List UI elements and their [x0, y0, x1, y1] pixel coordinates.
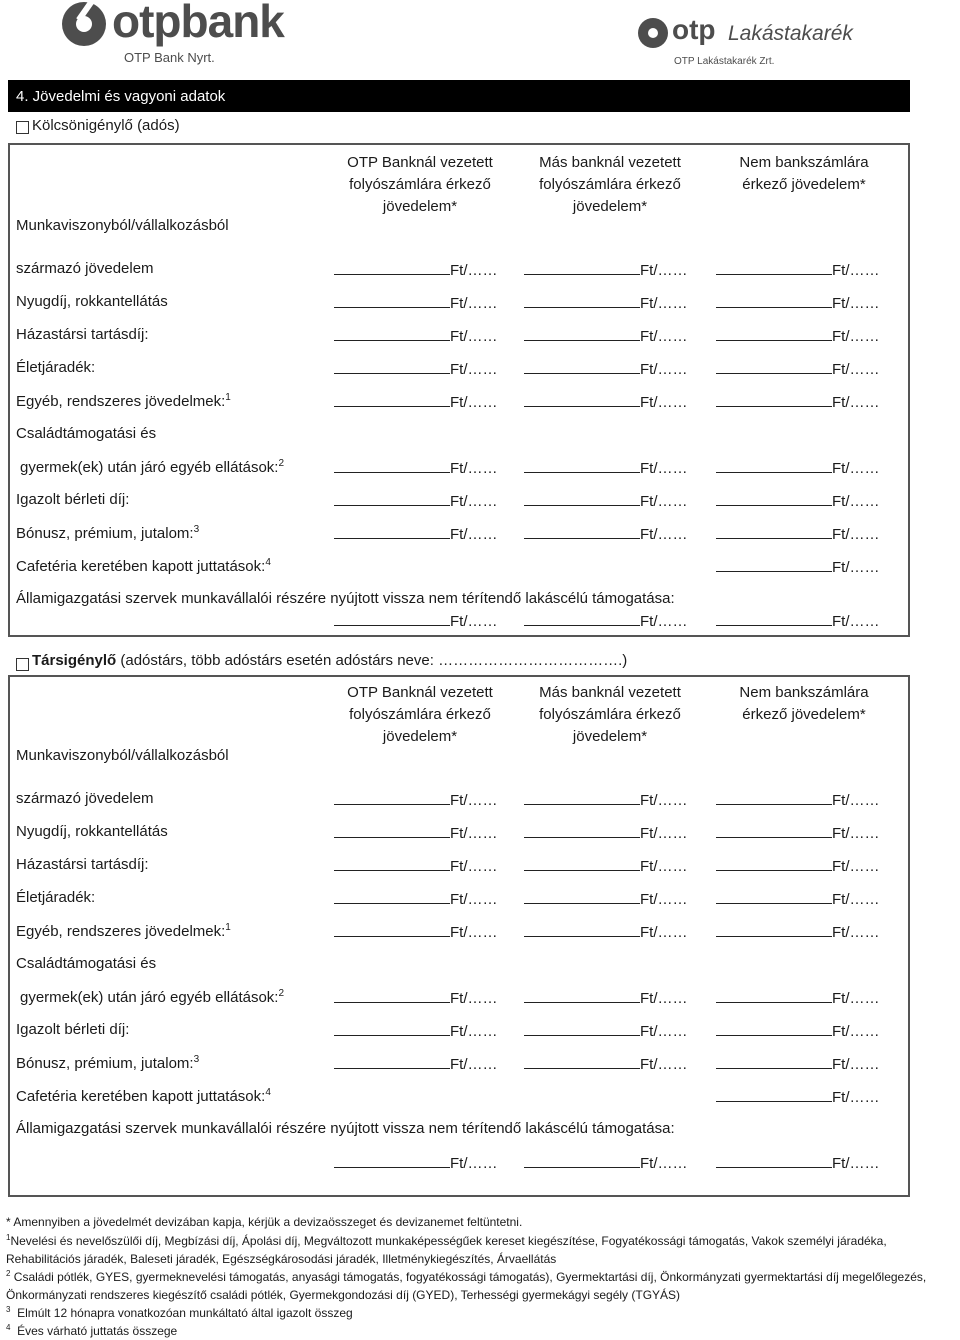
borrower-state-col3-unit: Ft/……	[832, 613, 880, 630]
borrower-family_b-col1-line[interactable]	[334, 458, 450, 473]
borrower-pension-col1-unit: Ft/……	[450, 295, 498, 312]
co-borrower-other-col1-unit: Ft/……	[450, 924, 498, 941]
borrower-family_b-col2-field[interactable]	[524, 458, 688, 477]
otp-lt-brand-b: Lakástakarék	[728, 22, 853, 45]
co-borrower-annuity-col3-unit: Ft/……	[832, 891, 880, 908]
borrower-state-col3-line[interactable]	[716, 611, 832, 626]
co-borrower-bonus-col2-field[interactable]	[524, 1054, 688, 1073]
co-borrower-state-col2-field[interactable]	[524, 1153, 688, 1172]
co-borrower-family_b-col3-unit: Ft/……	[832, 990, 880, 1007]
borrower-employment_b-col1-line[interactable]	[334, 260, 450, 275]
co-borrower-state-col2-line[interactable]	[524, 1153, 640, 1168]
co-borrower-bonus-col1-field[interactable]	[334, 1054, 498, 1073]
borrower-state-col1-line[interactable]	[334, 611, 450, 626]
borrower-rent-col1-line[interactable]	[334, 491, 450, 506]
borrower-other-col1-unit: Ft/……	[450, 394, 498, 411]
co-borrower-employment_b-col2-field[interactable]	[524, 790, 688, 809]
borrower-cafeteria-col3-field[interactable]	[716, 557, 880, 576]
borrower-rent-col2-field[interactable]	[524, 491, 688, 510]
co-borrower-col-header-2-line: Más banknál vezetett	[539, 684, 681, 701]
co-borrower-checkbox[interactable]	[16, 658, 29, 671]
borrower-spousal-col3-unit: Ft/……	[832, 328, 880, 345]
co-borrower-rent-col1-unit: Ft/……	[450, 1023, 498, 1040]
co-borrower-other-col2-field[interactable]	[524, 922, 688, 941]
borrower-checkbox[interactable]	[16, 121, 29, 134]
co-borrower-col-header-3	[706, 682, 902, 726]
co-borrower-state-col3-field[interactable]	[716, 1153, 880, 1172]
co-borrower-rent-col2-line[interactable]	[524, 1021, 640, 1036]
borrower-bonus-col3-field[interactable]	[716, 524, 880, 543]
co-borrower-bonus-col2-unit: Ft/……	[640, 1056, 688, 1073]
co-borrower-spousal-col2-unit: Ft/……	[640, 858, 688, 875]
co-borrower-state-col1-line[interactable]	[334, 1153, 450, 1168]
borrower-other-col3-field[interactable]	[716, 392, 880, 411]
borrower-family_b-col3-field[interactable]	[716, 458, 880, 477]
borrower-spousal-col1-unit: Ft/……	[450, 328, 498, 345]
borrower-family_b-col3-unit: Ft/……	[832, 460, 880, 477]
borrower-bonus-col1-unit: Ft/……	[450, 526, 498, 543]
borrower-label-family_b: gyermek(ek) után járó egyéb ellátások:$^2$	[20, 458, 285, 476]
co-borrower-pension-col1-unit: Ft/……	[450, 825, 498, 842]
borrower-bonus-col2-field[interactable]	[524, 524, 688, 543]
co-borrower-rent-col3-unit: Ft/……	[832, 1023, 880, 1040]
borrower-annuity-col2-line[interactable]	[524, 359, 640, 374]
co-borrower-col-header-3-line: Nem bankszámlára	[739, 684, 869, 701]
borrower-rent-col3-unit: Ft/……	[832, 493, 880, 510]
borrower-annuity-col1-unit: Ft/……	[450, 361, 498, 378]
co-borrower-family_b-col3-line[interactable]	[716, 988, 832, 1003]
co-borrower-annuity-col3-line[interactable]	[716, 889, 832, 904]
co-borrower-employment_b-col1-line[interactable]	[334, 790, 450, 805]
borrower-label-employment_b: származó jövedelem	[16, 260, 154, 277]
co-borrower-col-header-3-line: érkező jövedelem*	[742, 706, 866, 723]
co-borrower-pension-col1-field[interactable]	[334, 823, 498, 842]
borrower-spousal-col1-field[interactable]	[334, 326, 498, 345]
borrower-label-bonus: Bónusz, prémium, jutalom:$^3$	[16, 524, 200, 542]
co-borrower-family_b-col2-unit: Ft/……	[640, 990, 688, 1007]
co-borrower-rent-col1-field[interactable]	[334, 1021, 498, 1040]
co-borrower-other-col3-unit: Ft/……	[832, 924, 880, 941]
borrower-label-employment-a: Munkaviszonyból/vállalkozásból	[16, 217, 229, 234]
co-borrower-cafeteria-col3-line[interactable]	[716, 1087, 832, 1102]
borrower-family_b-col1-unit: Ft/……	[450, 460, 498, 477]
co-borrower-annuity-col1-unit: Ft/……	[450, 891, 498, 908]
borrower-spousal-col2-field[interactable]	[524, 326, 688, 345]
co-borrower-spousal-col1-line[interactable]	[334, 856, 450, 871]
borrower-col-header-3-line: Nem bankszámlára	[739, 154, 869, 171]
co-borrower-bonus-col3-field[interactable]	[716, 1054, 880, 1073]
otp-bank-sub: OTP Bank Nyrt.	[124, 50, 215, 65]
co-borrower-family_b-col3-field[interactable]	[716, 988, 880, 1007]
co-borrower-state-col3-line[interactable]	[716, 1153, 832, 1168]
borrower-col-header-1-line: jövedelem*	[382, 198, 458, 215]
borrower-bonus-col3-unit: Ft/……	[832, 526, 880, 543]
borrower-spousal-col3-line[interactable]	[716, 326, 832, 341]
borrower-pension-col2-field[interactable]	[524, 293, 688, 312]
co-borrower-label-family-a: Családtámogatási és	[16, 955, 157, 972]
borrower-annuity-col3-unit: Ft/……	[832, 361, 880, 378]
co-borrower-col-header-2-line: jövedelem*	[572, 728, 648, 745]
borrower-other-col2-field[interactable]	[524, 392, 688, 411]
co-borrower-rent-col2-field[interactable]	[524, 1021, 688, 1040]
borrower-label-other: Egyéb, rendszeres jövedelmek:$^1$	[16, 392, 231, 410]
co-borrower-label-rent: Igazolt bérleti díj:	[16, 1021, 130, 1038]
co-borrower-state-col1-field[interactable]	[334, 1153, 498, 1172]
borrower-cafeteria-col3-line[interactable]	[716, 557, 832, 572]
co-borrower-bonus-col3-unit: Ft/……	[832, 1056, 880, 1073]
borrower-label-annuity: Életjáradék:	[16, 359, 96, 376]
borrower-employment_b-col2-field[interactable]	[524, 260, 688, 279]
borrower-bonus-col2-unit: Ft/……	[640, 526, 688, 543]
borrower-state-col1-unit: Ft/……	[450, 613, 498, 630]
borrower-employment_b-col3-line[interactable]	[716, 260, 832, 275]
co-borrower-state-col1-unit: Ft/……	[450, 1155, 498, 1172]
co-borrower-label-employment-a: Munkaviszonyból/vállalkozásból	[16, 747, 229, 764]
co-borrower-label-spousal: Házastársi tartásdíj:	[16, 856, 149, 873]
co-borrower-other-col1-field[interactable]	[334, 922, 498, 941]
co-borrower-employment_b-col2-unit: Ft/……	[640, 792, 688, 809]
borrower-pension-col1-line[interactable]	[334, 293, 450, 308]
co-borrower-spousal-col3-field[interactable]	[716, 856, 880, 875]
section-header-bar	[8, 80, 910, 112]
co-borrower-col-header-2-line: folyószámlára érkező	[539, 706, 681, 723]
co-borrower-label-state: Államigazgatási szervek munkavállalói részére nyújtott vissza nem térítendő lakáscélú támogatása:	[16, 1120, 675, 1137]
borrower-spousal-col1-line[interactable]	[334, 326, 450, 341]
co-borrower-employment_b-col2-line[interactable]	[524, 790, 640, 805]
otp-lt-brand-a: otp	[672, 14, 716, 45]
otp-bank-brand: otpbank	[112, 0, 284, 47]
co-borrower-spousal-col1-unit: Ft/……	[450, 858, 498, 875]
otp-lt-sub: OTP Lakástakarék Zrt.	[674, 56, 775, 67]
section-header: 4. Jövedelmi és vagyoni adatok	[16, 88, 226, 105]
borrower-other-col3-line[interactable]	[716, 392, 832, 407]
co-borrower-annuity-col2-line[interactable]	[524, 889, 640, 904]
borrower-annuity-col3-line[interactable]	[716, 359, 832, 374]
co-borrower-state-col2-unit: Ft/……	[640, 1155, 688, 1172]
co-borrower-other-col2-unit: Ft/……	[640, 924, 688, 941]
borrower-spousal-col2-unit: Ft/……	[640, 328, 688, 345]
footnote-star: * Amennyiben a jövedelmét devizában kapja, kérjük a devizaösszeget és devizanemet feltüntetni.	[6, 1215, 523, 1229]
co-borrower-pension-col3-unit: Ft/……	[832, 825, 880, 842]
co-borrower-pension-col1-line[interactable]	[334, 823, 450, 838]
co-borrower-family_b-col1-field[interactable]	[334, 988, 498, 1007]
borrower-bonus-col3-line[interactable]	[716, 524, 832, 539]
borrower-col-header-2-line: Más banknál vezetett	[539, 154, 681, 171]
co-borrower-annuity-col3-field[interactable]	[716, 889, 880, 908]
borrower-bonus-col2-line[interactable]	[524, 524, 640, 539]
co-borrower-rent-col1-line[interactable]	[334, 1021, 450, 1036]
footnote-1: $^1$Nevelési és nevelőszülői díj, Megbízási díj, Ápolási díj, Megváltozott munkaképességűek kereset kiegészítése, Fogyatékossági támogatás, Vakok személyi járadéka, Rehabilitációs járadék, Baleseti járadék, Egészségkárosodási járadék, Illetménykiegészítés, Árvaellátás	[6, 1233, 887, 1266]
footnote-4: $^4$ Éves várható juttatás összege	[6, 1323, 178, 1338]
borrower-label-family-a: Családtámogatási és	[16, 425, 157, 442]
borrower-pension-col3-line[interactable]	[716, 293, 832, 308]
co-borrower-family_b-col1-unit: Ft/……	[450, 990, 498, 1007]
borrower-label-cafeteria: Cafetéria keretében kapott juttatások:$^4$	[16, 557, 271, 575]
co-borrower-rent-col3-field[interactable]	[716, 1021, 880, 1040]
borrower-label-rent: Igazolt bérleti díj:	[16, 491, 130, 508]
borrower-state-col2-field[interactable]	[524, 611, 688, 630]
co-borrower-family_b-col1-line[interactable]	[334, 988, 450, 1003]
borrower-col-header-2	[512, 152, 708, 218]
borrower-family_b-col1-field[interactable]	[334, 458, 498, 477]
co-borrower-label-pension: Nyugdíj, rokkantellátás	[16, 823, 168, 840]
borrower-col-header-3-line: érkező jövedelem*	[742, 176, 866, 193]
borrower-cafeteria-col3-unit: Ft/……	[832, 559, 880, 576]
borrower-other-col1-field[interactable]	[334, 392, 498, 411]
co-borrower-annuity-col1-line[interactable]	[334, 889, 450, 904]
borrower-rent-col3-line[interactable]	[716, 491, 832, 506]
co-borrower-employment_b-col3-unit: Ft/……	[832, 792, 880, 809]
co-borrower-other-col1-line[interactable]	[334, 922, 450, 937]
borrower-col-header-2-line: jövedelem*	[572, 198, 648, 215]
borrower-state-col2-line[interactable]	[524, 611, 640, 626]
co-borrower-col-header-2	[512, 682, 708, 748]
borrower-family_b-col3-line[interactable]	[716, 458, 832, 473]
borrower-rent-col3-field[interactable]	[716, 491, 880, 510]
borrower-annuity-col2-field[interactable]	[524, 359, 688, 378]
borrower-bonus-col1-field[interactable]	[334, 524, 498, 543]
co-borrower-rent-col2-unit: Ft/……	[640, 1023, 688, 1040]
borrower-family_b-col2-unit: Ft/……	[640, 460, 688, 477]
co-borrower-other-col2-line[interactable]	[524, 922, 640, 937]
borrower-pension-col3-unit: Ft/……	[832, 295, 880, 312]
co-borrower-employment_b-col3-line[interactable]	[716, 790, 832, 805]
co-borrower-col-header-1-line: folyószámlára érkező	[349, 706, 491, 723]
borrower-state-col1-field[interactable]	[334, 611, 498, 630]
borrower-other-col2-unit: Ft/……	[640, 394, 688, 411]
co-borrower-bonus-col1-unit: Ft/……	[450, 1056, 498, 1073]
otp-lakastakarek-logo	[636, 16, 876, 72]
borrower-bonus-col1-line[interactable]	[334, 524, 450, 539]
co-borrower-bonus-col2-line[interactable]	[524, 1054, 640, 1069]
co-borrower-pension-col2-unit: Ft/……	[640, 825, 688, 842]
borrower-col-header-3	[706, 152, 902, 196]
co-borrower-other-col3-line[interactable]	[716, 922, 832, 937]
co-borrower-employment_b-col1-field[interactable]	[334, 790, 498, 809]
borrower-employment_b-col1-unit: Ft/……	[450, 262, 498, 279]
borrower-state-col3-field[interactable]	[716, 611, 880, 630]
co-borrower-label-bonus: Bónusz, prémium, jutalom:$^3$	[16, 1054, 200, 1072]
borrower-spousal-col2-line[interactable]	[524, 326, 640, 341]
borrower-label-state: Államigazgatási szervek munkavállalói részére nyújtott vissza nem térítendő lakáscélú támogatása:	[16, 590, 675, 607]
borrower-annuity-col1-field[interactable]	[334, 359, 498, 378]
co-borrower-pension-col2-line[interactable]	[524, 823, 640, 838]
otp-bank-logo	[60, 0, 320, 70]
borrower-employment_b-col2-unit: Ft/……	[640, 262, 688, 279]
borrower-employment_b-col2-line[interactable]	[524, 260, 640, 275]
borrower-employment_b-col1-field[interactable]	[334, 260, 498, 279]
co-borrower-title: Társigénylő (adóstárs, több adóstárs esetén adóstárs neve: ……………………………….)	[32, 652, 628, 669]
co-borrower-family_b-col2-line[interactable]	[524, 988, 640, 1003]
borrower-employment_b-col3-unit: Ft/……	[832, 262, 880, 279]
co-borrower-col-header-1-line: jövedelem*	[382, 728, 458, 745]
borrower-col-header-1-line: folyószámlára érkező	[349, 176, 491, 193]
co-borrower-spousal-col2-line[interactable]	[524, 856, 640, 871]
co-borrower-label-cafeteria: Cafetéria keretében kapott juttatások:$^4$	[16, 1087, 271, 1105]
co-borrower-family_b-col2-field[interactable]	[524, 988, 688, 1007]
co-borrower-label-employment_b: származó jövedelem	[16, 790, 154, 807]
borrower-other-col3-unit: Ft/……	[832, 394, 880, 411]
borrower-rent-col1-unit: Ft/……	[450, 493, 498, 510]
borrower-annuity-col2-unit: Ft/……	[640, 361, 688, 378]
co-borrower-employment_b-col1-unit: Ft/……	[450, 792, 498, 809]
borrower-rent-col1-field[interactable]	[334, 491, 498, 510]
co-borrower-col-header-1	[322, 682, 518, 748]
co-borrower-annuity-col2-field[interactable]	[524, 889, 688, 908]
co-borrower-label-family_b: gyermek(ek) után járó egyéb ellátások:$^2$	[20, 988, 285, 1006]
otp-logo-mark-icon	[62, 2, 106, 46]
borrower-pension-col2-line[interactable]	[524, 293, 640, 308]
footnote-3: $^3$ Elmúlt 12 hónapra vonatkozóan munkáltató által igazolt összeg	[6, 1305, 353, 1320]
borrower-col-header-2-line: folyószámlára érkező	[539, 176, 681, 193]
borrower-pension-col1-field[interactable]	[334, 293, 498, 312]
co-borrower-label-annuity: Életjáradék:	[16, 889, 96, 906]
borrower-family_b-col2-line[interactable]	[524, 458, 640, 473]
footnote-2: $^2$ Családi pótlék, GYES, gyermeknevelési támogatás, anyasági támogatás, fogyatékossági támogatás), Gyermektartási díj, Önkormányzati gyermektartási díj megelőlegezés, Önkormányzati rendszeres kiegészítő családi pótlék, Gyermekgondozási díj (GYED), Terhességi gyermekágyi segély (TGYÁS)	[6, 1269, 927, 1302]
co-borrower-pension-col2-field[interactable]	[524, 823, 688, 842]
borrower-spousal-col3-field[interactable]	[716, 326, 880, 345]
borrower-label-spousal: Házastársi tartásdíj:	[16, 326, 149, 343]
co-borrower-bonus-col3-line[interactable]	[716, 1054, 832, 1069]
borrower-label-pension: Nyugdíj, rokkantellátás	[16, 293, 168, 310]
borrower-state-col2-unit: Ft/……	[640, 613, 688, 630]
co-borrower-spousal-col1-field[interactable]	[334, 856, 498, 875]
borrower-rent-col2-line[interactable]	[524, 491, 640, 506]
co-borrower-rent-col3-line[interactable]	[716, 1021, 832, 1036]
borrower-pension-col2-unit: Ft/……	[640, 295, 688, 312]
borrower-title: Kölcsönigénylő (adós)	[32, 117, 180, 134]
borrower-annuity-col1-line[interactable]	[334, 359, 450, 374]
co-borrower-spousal-col3-line[interactable]	[716, 856, 832, 871]
co-borrower-pension-col3-line[interactable]	[716, 823, 832, 838]
co-borrower-bonus-col1-line[interactable]	[334, 1054, 450, 1069]
co-borrower-col-header-1-line: OTP Banknál vezetett	[347, 684, 493, 701]
borrower-pension-col3-field[interactable]	[716, 293, 880, 312]
borrower-annuity-col3-field[interactable]	[716, 359, 880, 378]
borrower-other-col1-line[interactable]	[334, 392, 450, 407]
borrower-other-col2-line[interactable]	[524, 392, 640, 407]
co-borrower-annuity-col1-field[interactable]	[334, 889, 498, 908]
co-borrower-pension-col3-field[interactable]	[716, 823, 880, 842]
co-borrower-spousal-col3-unit: Ft/……	[832, 858, 880, 875]
co-borrower-cafeteria-col3-field[interactable]	[716, 1087, 880, 1106]
co-borrower-label-other: Egyéb, rendszeres jövedelmek:$^1$	[16, 922, 231, 940]
co-borrower-annuity-col2-unit: Ft/……	[640, 891, 688, 908]
co-borrower-spousal-col2-field[interactable]	[524, 856, 688, 875]
borrower-rent-col2-unit: Ft/……	[640, 493, 688, 510]
co-borrower-cafeteria-col3-unit: Ft/……	[832, 1089, 880, 1106]
co-borrower-state-col3-unit: Ft/……	[832, 1155, 880, 1172]
co-borrower-other-col3-field[interactable]	[716, 922, 880, 941]
borrower-col-header-1-line: OTP Banknál vezetett	[347, 154, 493, 171]
co-borrower-employment_b-col3-field[interactable]	[716, 790, 880, 809]
borrower-employment_b-col3-field[interactable]	[716, 260, 880, 279]
borrower-col-header-1	[322, 152, 518, 218]
otp-lt-logo-mark-icon	[638, 18, 668, 48]
